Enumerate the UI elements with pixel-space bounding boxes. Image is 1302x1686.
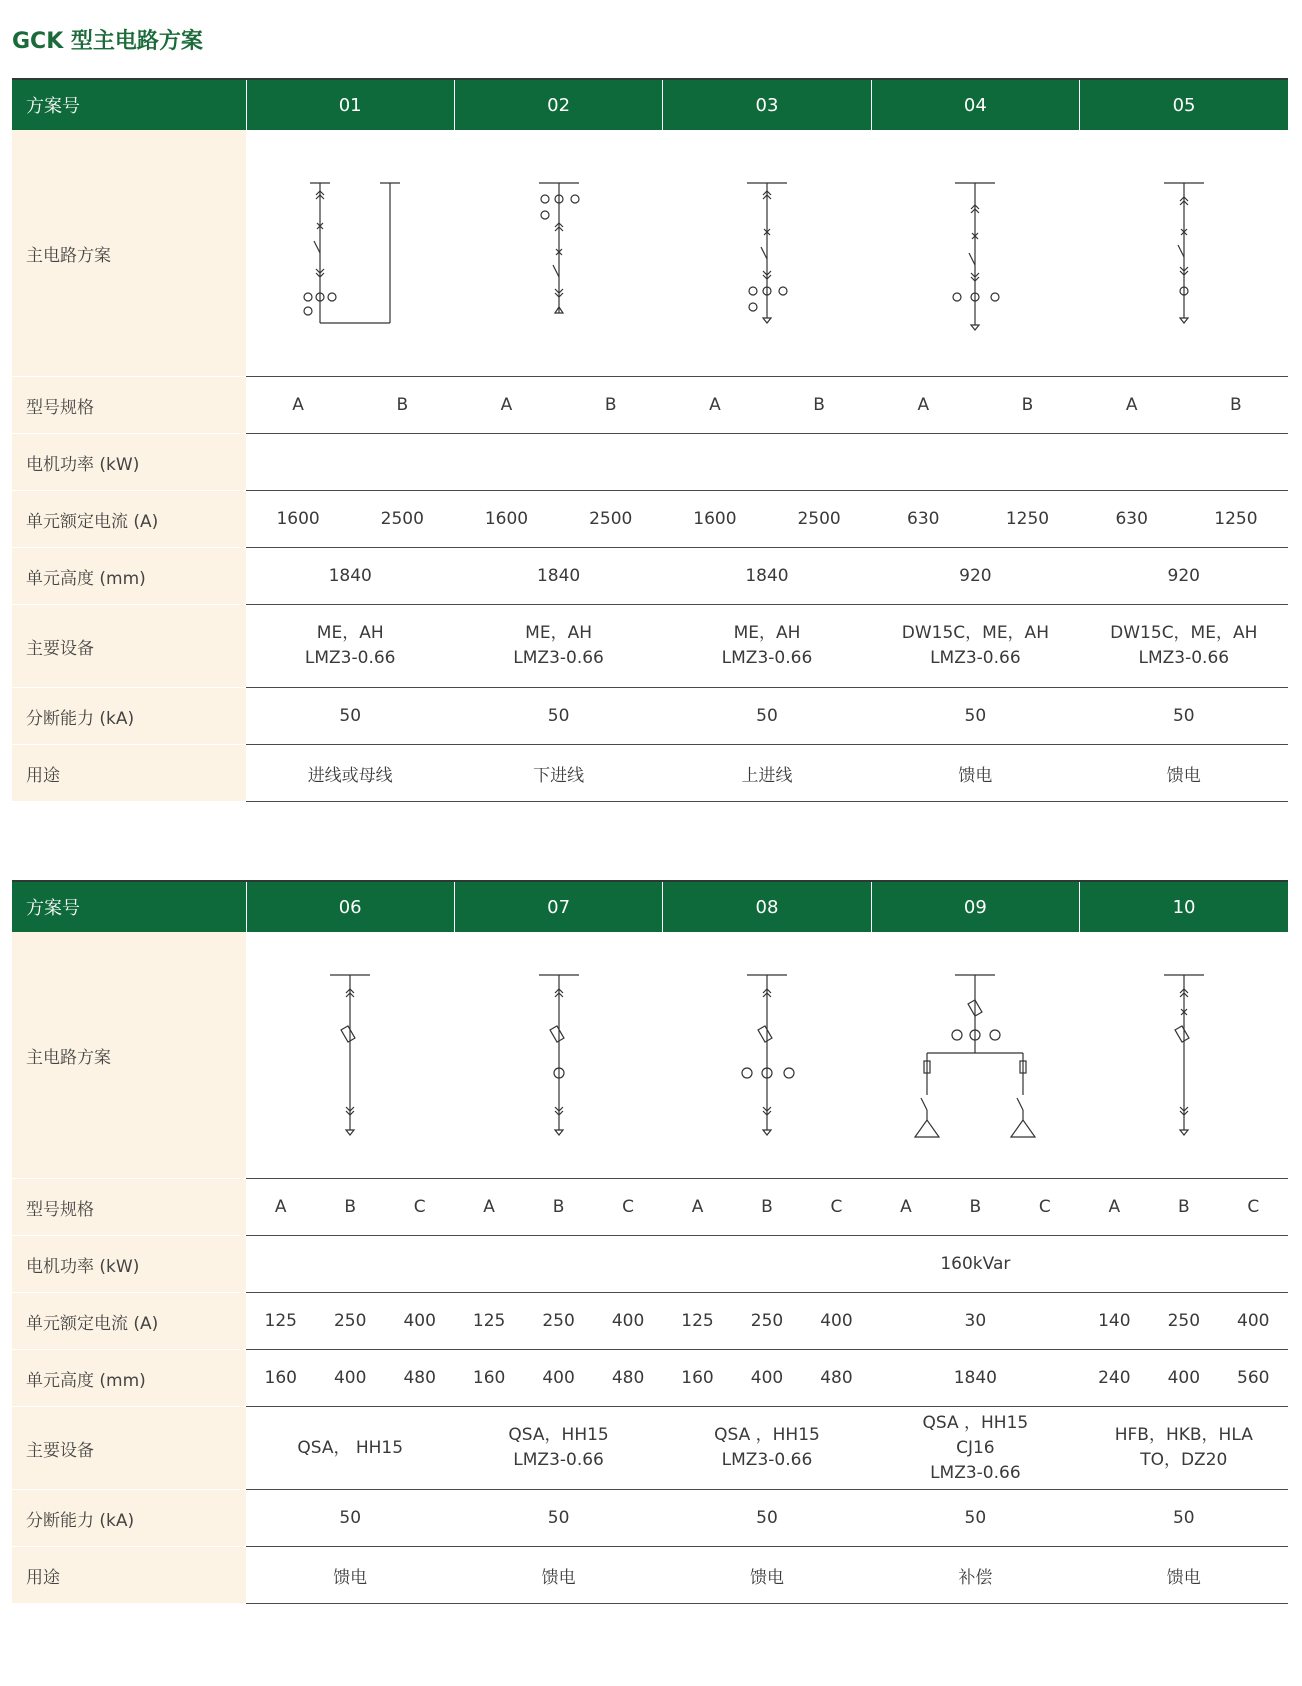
row-label-rated-current: 单元额定电流 (A): [12, 1293, 246, 1350]
usage-cell: 馈电: [1080, 745, 1288, 802]
circuit-diagram-04: [871, 130, 1079, 377]
model-cell: A B C: [871, 1179, 1079, 1236]
row-label-equipment: 主要设备: [12, 605, 246, 688]
circuit-diagram-08: [663, 932, 871, 1179]
model-cell: A B: [871, 377, 1079, 434]
equipment-cell: ME，AH LMZ3-0.66: [246, 605, 454, 688]
breaking-cell: 50: [663, 688, 871, 745]
circuit-diagram-01: [246, 130, 454, 377]
model-cell: A B C: [663, 1179, 871, 1236]
motor-power-cell: [1080, 1236, 1288, 1293]
row-label-usage: 用途: [12, 745, 246, 802]
scheme-no: 07: [454, 881, 662, 932]
model-cell: A B C: [246, 1179, 454, 1236]
current-cell: 1600 2500: [454, 491, 662, 548]
scheme-no: 03: [663, 79, 871, 130]
model-cell: A B C: [454, 1179, 662, 1236]
breaking-cell: 50: [454, 688, 662, 745]
scheme-no: 08: [663, 881, 871, 932]
current-cell: 1600 2500: [663, 491, 871, 548]
current-cell: 125 250 400: [454, 1293, 662, 1350]
circuit-diagram-09: [871, 932, 1079, 1179]
breaking-cell: 50: [871, 688, 1079, 745]
height-cell: 1840: [246, 548, 454, 605]
breaking-cell: 50: [454, 1490, 662, 1547]
height-cell: 240 400 560: [1080, 1350, 1288, 1407]
model-cell: A B: [663, 377, 871, 434]
usage-cell: 进线或母线: [246, 745, 454, 802]
breaking-cell: 50: [1080, 688, 1288, 745]
model-cell: A B: [454, 377, 662, 434]
usage-cell: 馈电: [246, 1547, 454, 1604]
usage-cell: 馈电: [1080, 1547, 1288, 1604]
scheme-no: 06: [246, 881, 454, 932]
scheme-no: 01: [246, 79, 454, 130]
current-cell: 630 1250: [1080, 491, 1288, 548]
equipment-cell: ME，AH LMZ3-0.66: [663, 605, 871, 688]
header-label-scheme-no: 方案号: [12, 79, 246, 130]
usage-cell: 下进线: [454, 745, 662, 802]
row-label-equipment: 主要设备: [12, 1407, 246, 1490]
page-title: GCK 型主电路方案: [12, 29, 203, 54]
model-cell: A B: [1080, 377, 1288, 434]
row-label-unit-height: 单元高度 (mm): [12, 548, 246, 605]
row-label-breaking: 分断能力 (kA): [12, 688, 246, 745]
equipment-cell: QSA， HH15: [246, 1407, 454, 1490]
header-label-scheme-no: 方案号: [12, 881, 246, 932]
model-cell: A B: [246, 377, 454, 434]
height-cell: 1840: [454, 548, 662, 605]
usage-cell: 上进线: [663, 745, 871, 802]
row-label-motor-power: 电机功率 (kW): [12, 434, 246, 491]
usage-cell: 补偿: [871, 1547, 1079, 1604]
current-cell: 140 250 400: [1080, 1293, 1288, 1350]
current-cell: 125 250 400: [246, 1293, 454, 1350]
row-label-unit-height: 单元高度 (mm): [12, 1350, 246, 1407]
scheme-no: 05: [1080, 79, 1288, 130]
row-label-model: 型号规格: [12, 377, 246, 434]
motor-power-cell: [246, 434, 1288, 491]
equipment-cell: DW15C，ME，AH LMZ3-0.66: [871, 605, 1079, 688]
row-label-rated-current: 单元额定电流 (A): [12, 491, 246, 548]
breaking-cell: 50: [1080, 1490, 1288, 1547]
breaking-cell: 50: [246, 1490, 454, 1547]
scheme-no: 10: [1080, 881, 1288, 932]
usage-cell: 馈电: [871, 745, 1079, 802]
current-cell: 1600 2500: [246, 491, 454, 548]
circuit-diagram-03: [663, 130, 871, 377]
model-cell: A B C: [1080, 1179, 1288, 1236]
height-cell: 160 400 480: [454, 1350, 662, 1407]
breaking-cell: 50: [246, 688, 454, 745]
motor-power-cell: 160kVar: [871, 1236, 1079, 1293]
equipment-cell: ME，AH LMZ3-0.66: [454, 605, 662, 688]
row-label-circuit: 主电路方案: [12, 932, 246, 1179]
scheme-no: 02: [454, 79, 662, 130]
equipment-cell: HFB，HKB，HLA TO，DZ20: [1080, 1407, 1288, 1490]
current-cell: 125 250 400: [663, 1293, 871, 1350]
current-cell: 30: [871, 1293, 1079, 1350]
breaking-cell: 50: [663, 1490, 871, 1547]
circuit-diagram-02: [454, 130, 662, 377]
circuit-diagram-10: [1080, 932, 1288, 1179]
height-cell: 1840: [663, 548, 871, 605]
row-label-motor-power: 电机功率 (kW): [12, 1236, 246, 1293]
current-cell: 630 1250: [871, 491, 1079, 548]
equipment-cell: DW15C，ME，AH LMZ3-0.66: [1080, 605, 1288, 688]
motor-power-cell: [246, 1236, 871, 1293]
height-cell: 160 400 480: [663, 1350, 871, 1407]
row-label-circuit: 主电路方案: [12, 130, 246, 377]
height-cell: 920: [871, 548, 1079, 605]
equipment-cell: QSA，HH15 LMZ3-0.66: [454, 1407, 662, 1490]
height-cell: 920: [1080, 548, 1288, 605]
circuit-diagram-05: [1080, 130, 1288, 377]
height-cell: 1840: [871, 1350, 1079, 1407]
breaking-cell: 50: [871, 1490, 1079, 1547]
usage-cell: 馈电: [663, 1547, 871, 1604]
scheme-no: 04: [871, 79, 1079, 130]
scheme-no: 09: [871, 881, 1079, 932]
height-cell: 160 400 480: [246, 1350, 454, 1407]
circuit-diagram-06: [246, 932, 454, 1179]
equipment-cell: QSA ，HH15 CJ16 LMZ3-0.66: [871, 1407, 1079, 1490]
row-label-breaking: 分断能力 (kA): [12, 1490, 246, 1547]
scheme-table-2: [12, 880, 1288, 1604]
row-label-usage: 用途: [12, 1547, 246, 1604]
row-label-model: 型号规格: [12, 1179, 246, 1236]
scheme-table-1: [12, 78, 1288, 802]
usage-cell: 馈电: [454, 1547, 662, 1604]
equipment-cell: QSA ，HH15 LMZ3-0.66: [663, 1407, 871, 1490]
circuit-diagram-07: [454, 932, 662, 1179]
